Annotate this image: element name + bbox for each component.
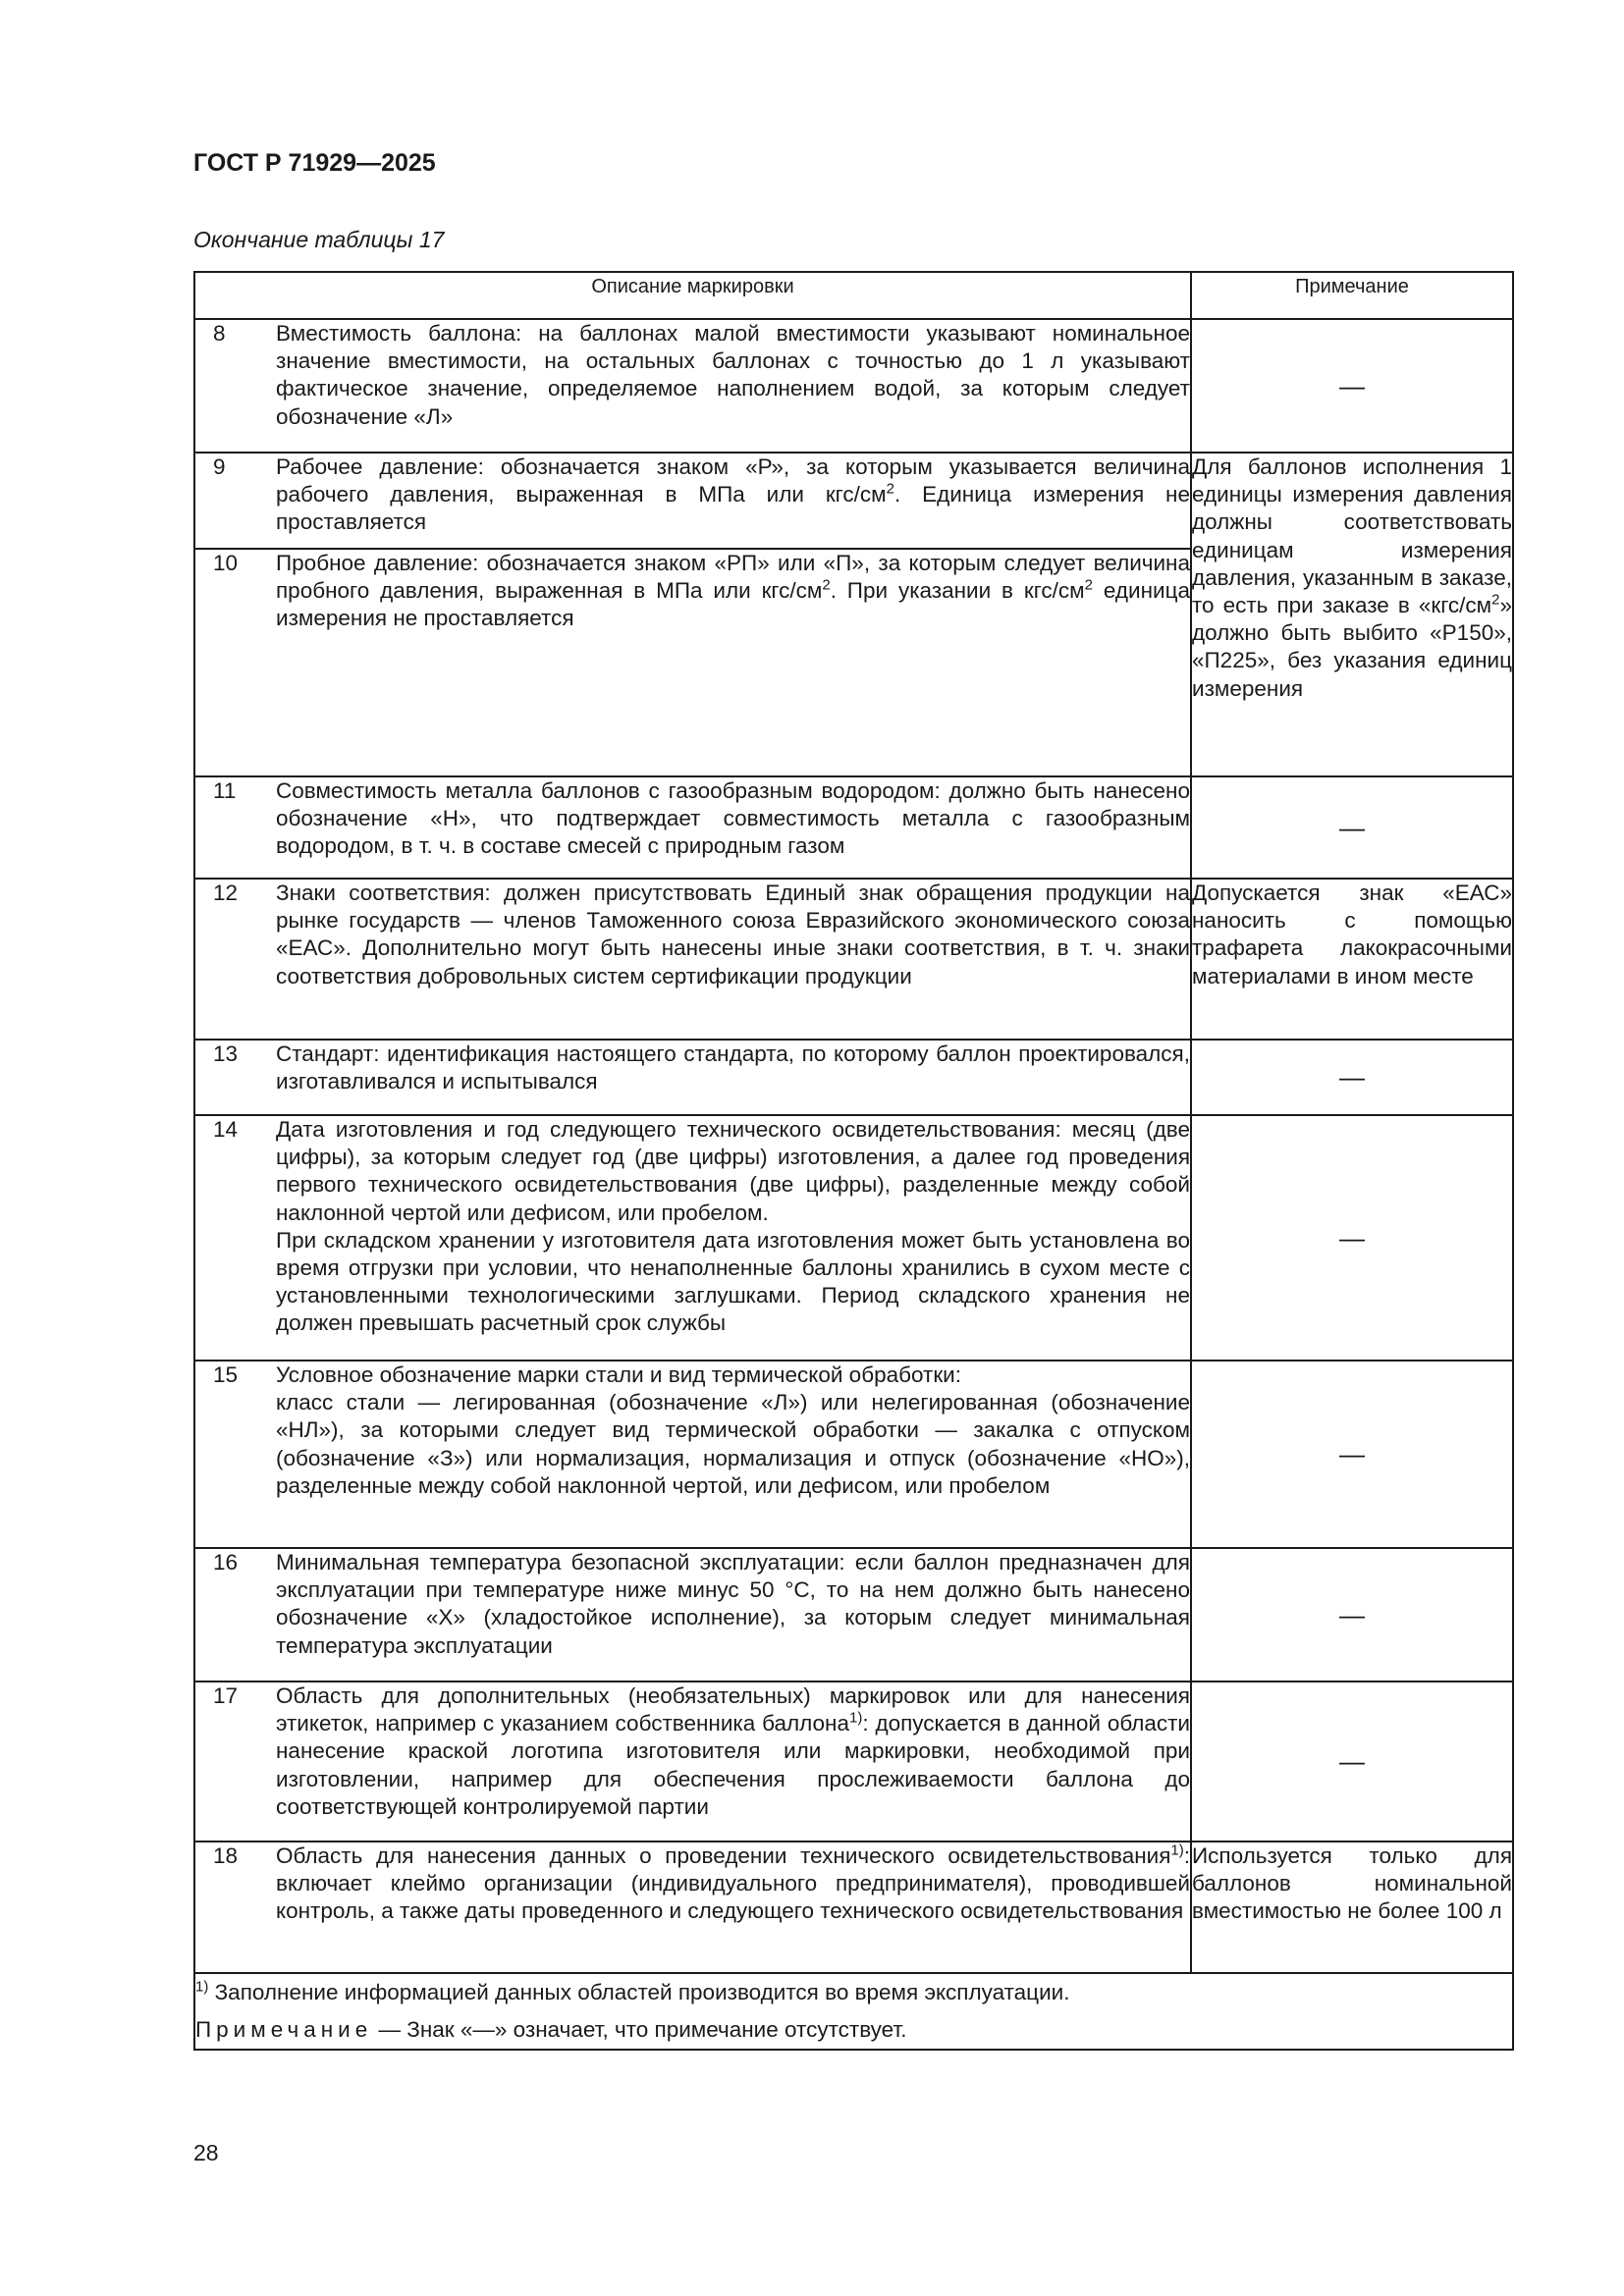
row-note: Допускается знак «ЕАС» наносить с помощью трафарета лакокрасочными материалами в ином месте [1191,879,1513,1040]
table-row [194,776,1513,879]
row-note: — [1191,1548,1513,1682]
marking-table [193,271,1514,2051]
table-row [194,1115,1513,1361]
document-id: ГОСТ Р 71929—2025 [193,149,436,177]
table-note: Примечание — Знак «—» означает, что примечание отсутствует. [195,2017,907,2042]
table-row [194,1548,1513,1682]
row-number: 13 [213,1041,239,1066]
column-header-description: Описание маркировки [194,272,1191,319]
table-row [194,319,1513,453]
table-caption: Окончание таблицы 17 [193,227,445,252]
row-description: Условное обозначение марки стали и вид термической обработки: класс стали — легированная (обозначение «Л») или нелегированная (обозначение «НЛ»), за которыми следует вид термической обработки — закалка с отпуском (обозначение «З») или нормализация, нормализация и отпуск (обозначение «НО»), разделенные между собой наклонной чертой, или дефисом, или пробелом [276,1362,1190,1498]
table-row [194,879,1513,1040]
row-note: — [1191,776,1513,879]
row-description: Область для дополнительных (необязательных) маркировок или для нанесения этикеток, например с указанием собственника баллона$^{1)}$: допускается в данной области нанесение краской логотипа изготовителя или маркировки, необходимой при изготовлении, например для обеспечения прослеживаемости баллона до соответствующей контролируемой партии [276,1683,1191,1819]
row-number: 11 [213,778,237,803]
table-row [194,1842,1513,1973]
footnote: $^{1)}$ Заполнение информацией данных областей производится во время эксплуатации. [195,1978,1070,2004]
row-note: — [1191,1115,1513,1361]
row-description: Совместимость металла баллонов с газообразным водородом: должно быть нанесено обозначение «Н», что подтверждает совместимость металла с газообразным водородом, в т. ч. в составе смесей с природным газом [276,778,1190,859]
row-number: 14 [213,1117,239,1142]
row-description: Знаки соответствия: должен присутствовать Единый знак обращения продукции на рынке государств — членов Таможенного союза Евразийского экономического союза «ЕАС». Дополнительно могут быть нанесены иные знаки соответствия, в т. ч. знаки соответствия добровольных систем сертификации продукции [276,881,1190,988]
row-note: — [1191,319,1513,453]
row-number: 9 [213,454,226,479]
row-note: Используется только для баллонов номинальной вместимостью не более 100 л [1191,1842,1513,1973]
row-number: 12 [213,881,239,905]
table-header-row [194,272,1513,319]
row-number: 8 [213,321,226,346]
table-row [194,1040,1513,1115]
row-number: 16 [213,1550,239,1575]
row-note: — [1191,1682,1513,1842]
row-number: 18 [213,1843,239,1868]
row-note-pressure-units: Для баллонов исполнения 1 единицы измерения давления должны соответствовать единицам измерения давления, указанным в заказе, то есть при заказе в «$кгс/см^2$» должно быть выбито «Р150», «П225», без указания единиц измерения [1191,453,1513,776]
page-number: 28 [193,2140,219,2165]
row-description: Область для нанесения данных о проведении технического освидетельствования$^{1)}$: включает клеймо организации (индивидуального предпринимателя), проводившей контроль, а также даты проведенного и следующего технического освидетельствования [276,1842,1190,1924]
table-footer-row [194,1973,1513,2050]
row-description: Дата изготовления и год следующего технического освидетельствования: месяц (две цифры), за которым следует год (две цифры) изготовления, а далее год проведения первого технического освидетельствования (две цифры), разделенные между собой наклонной чертой или дефисом, или пробелом. При складском хранении у изготовителя дата изготовления может быть установлена во время отгрузки при условии, что ненаполненные баллоны хранились в сухом месте с установленными технологическими заглушками. Период складского хранения не должен превышать расчетный срок службы [276,1117,1190,1336]
row-description: Вместимость баллона: на баллонах малой вместимости указывают номинальное значение вместимости, на остальных баллонах с точностью до 1 л указывают фактическое значение, определяемое наполнением водой, за которым следует обозначение «Л» [276,321,1190,429]
table-row [194,1682,1513,1842]
table-row [194,453,1513,549]
row-description: Стандарт: идентификация настоящего стандарта, по которому баллон проектировался, изготавливался и испытывался [276,1041,1190,1095]
row-description: Пробное давление: обозначается знаком «РП» или «П», за которым следует величина пробного давления, выраженная в МПа или кгс/$см^2$. При указании в кгс/$см^2$ единица измерения не проставляется [276,551,1190,631]
table-row [194,1361,1513,1548]
row-note: — [1191,1361,1513,1548]
row-number: 15 [213,1362,239,1387]
row-number: 17 [213,1683,239,1708]
row-description: Минимальная температура безопасной эксплуатации: если баллон предназначен для эксплуатации при температуре ниже минус 50 °С, то на нем должно быть нанесено обозначение «Х» (хладостойкое исполнение), за которым следует минимальная температура эксплуатации [276,1550,1190,1658]
row-description: Рабочее давление: обозначается знаком «Р», за которым указывается величина рабочего давления, выраженная в МПа или кгс/$см^2$. Единица измерения не проставляется [276,454,1190,535]
row-number: 10 [213,551,239,575]
row-note: — [1191,1040,1513,1115]
column-header-note: Примечание [1191,272,1513,319]
